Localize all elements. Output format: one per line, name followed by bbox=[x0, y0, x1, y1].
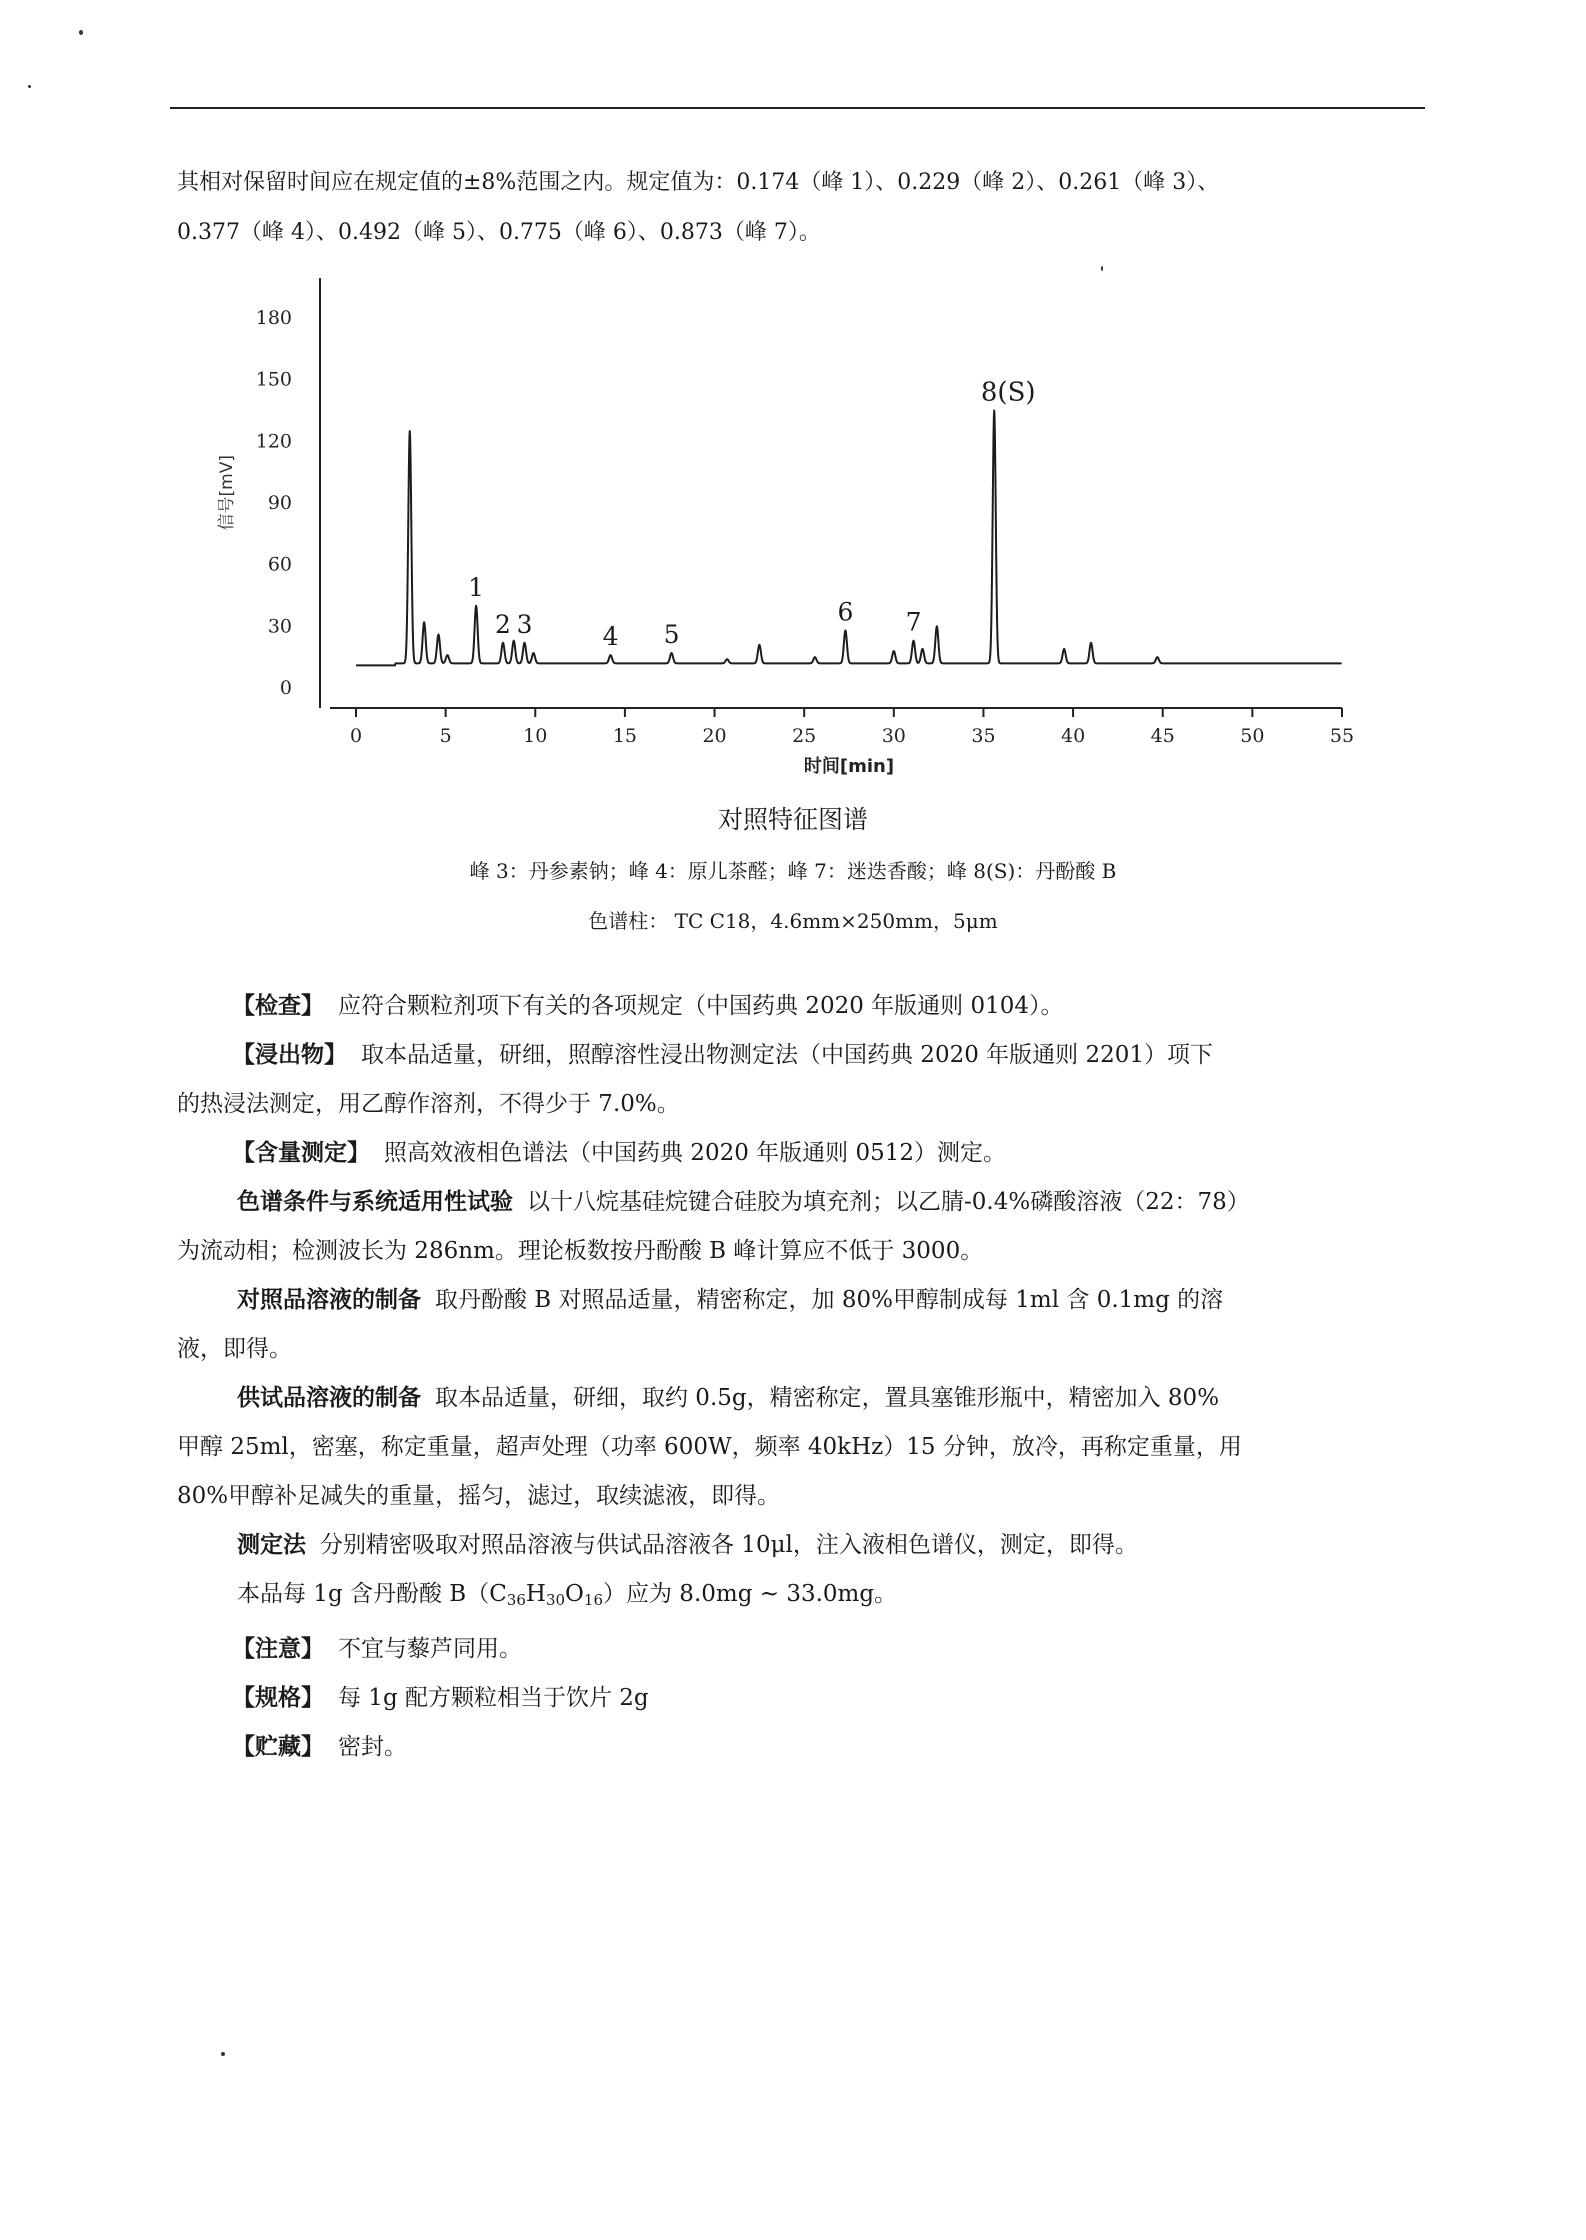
conditions-section bbox=[177, 1178, 1427, 1227]
peak-label: 3 bbox=[516, 609, 533, 639]
peak-label: 4 bbox=[602, 622, 619, 652]
intro-line: 0.377（峰 4）、0.492（峰 5）、0.775（峰 6）、0.873（峰 7）。 bbox=[177, 220, 821, 245]
spec-text: 每 1g 配方颗粒相当于饮片 2g bbox=[338, 1685, 649, 1711]
intro-paragraph bbox=[177, 158, 1427, 258]
note-section bbox=[177, 1625, 1427, 1674]
scan-speck bbox=[79, 30, 83, 35]
content-text: ）应为 8.0mg ~ 33.0mg。 bbox=[603, 1581, 898, 1607]
formula-subscript: 16 bbox=[583, 1591, 603, 1609]
reference-text-cont: 液，即得。 bbox=[177, 1336, 292, 1362]
test-solution-text-cont: 甲醇 25ml，密塞，称定重量，超声处理（功率 600W，频率 40kHz）15 分钟，放冷，再称定重量，用 bbox=[177, 1434, 1242, 1460]
peak-label: 7 bbox=[905, 607, 922, 637]
assay-text: 照高效液相色谱法（中国药典 2020 年版通则 0512）测定。 bbox=[384, 1140, 1006, 1166]
x-tick-label: 50 bbox=[1240, 725, 1265, 747]
x-axis-label: 时间[min] bbox=[803, 756, 895, 777]
extract-heading: 【浸出物】 bbox=[232, 1042, 347, 1068]
intro-line: 其相对保留时间应在规定值的±8%范围之内。规定值为：0.174（峰 1）、0.229（峰 2）、0.261（峰 3）、 bbox=[177, 170, 1220, 195]
extract-text-cont: 的热浸法测定，用乙醇作溶剂，不得少于 7.0%。 bbox=[177, 1091, 680, 1117]
chart-caption-peaks: 峰 3：丹参素钠；峰 4：原儿茶醛；峰 7：迷迭香酸；峰 8(S)：丹酚酸 B bbox=[469, 859, 1117, 883]
y-tick-label: 0 bbox=[279, 677, 292, 699]
x-tick-label: 25 bbox=[792, 725, 817, 747]
check-text: 应符合颗粒剂项下有关的各项规定（中国药典 2020 年版通则 0104）。 bbox=[338, 993, 1064, 1019]
test-solution-text: 取本品适量，研细，取约 0.5g，精密称定，置具塞锥形瓶中，精密加入 80% bbox=[435, 1385, 1220, 1411]
x-tick-label: 35 bbox=[971, 725, 996, 747]
x-tick-label: 55 bbox=[1329, 725, 1355, 747]
extract-text: 取本品适量，研细，照醇溶性浸出物测定法（中国药典 2020 年版通则 2201）项下 bbox=[361, 1042, 1213, 1068]
method-section bbox=[177, 1521, 1427, 1570]
peak-label: 8(S) bbox=[980, 377, 1036, 408]
x-tick-label: 0 bbox=[349, 725, 363, 747]
chart-caption-title: 对照特征图谱 bbox=[717, 805, 868, 834]
check-heading: 【检查】 bbox=[232, 993, 324, 1019]
conditions-text: 以十八烷基硅烷键合硅胶为填充剂；以乙腈-0.4%磷酸溶液（22：78） bbox=[527, 1189, 1250, 1215]
y-tick-label: 120 bbox=[255, 430, 292, 453]
check-section bbox=[177, 982, 1427, 1031]
content-text: 本品每 1g 含丹酚酸 B（C bbox=[237, 1581, 507, 1607]
peak-label: 6 bbox=[837, 597, 854, 627]
content-text: H bbox=[525, 1581, 546, 1607]
storage-section bbox=[177, 1723, 1427, 1772]
x-tick-label: 15 bbox=[612, 725, 638, 747]
conditions-text-cont: 为流动相；检测波长为 286nm。理论板数按丹酚酸 B 峰计算应不低于 3000。 bbox=[177, 1238, 984, 1264]
chromatogram bbox=[170, 268, 1370, 778]
method-heading: 测定法 bbox=[237, 1532, 306, 1558]
note-text: 不宜与藜芦同用。 bbox=[338, 1636, 522, 1662]
peak-label: 2 bbox=[495, 609, 511, 639]
test-solution-heading: 供试品溶液的制备 bbox=[237, 1385, 421, 1411]
y-tick-label: 30 bbox=[267, 615, 292, 638]
content-limit bbox=[177, 1570, 1427, 1625]
x-tick-label: 10 bbox=[523, 725, 548, 747]
reference-heading: 对照品溶液的制备 bbox=[237, 1287, 421, 1313]
x-tick-label: 30 bbox=[881, 725, 906, 747]
monograph-body bbox=[177, 982, 1427, 1772]
storage-text: 密封。 bbox=[338, 1734, 407, 1760]
reference-text: 取丹酚酸 B 对照品适量，精密称定，加 80%甲醇制成每 1ml 含 0.1mg 的溶 bbox=[435, 1287, 1224, 1313]
scan-speck bbox=[221, 2052, 225, 2056]
y-tick-label: 60 bbox=[267, 553, 292, 576]
y-tick-label: 180 bbox=[255, 307, 292, 329]
conditions-heading: 色谱条件与系统适用性试验 bbox=[237, 1189, 513, 1215]
content-text: O bbox=[565, 1581, 584, 1607]
peak-label: 5 bbox=[663, 620, 680, 650]
method-text: 分别精密吸取对照品溶液与供试品溶液各 10μl，注入液相色谱仪，测定，即得。 bbox=[320, 1532, 1138, 1558]
peak-label: 1 bbox=[468, 572, 485, 602]
spec-section bbox=[177, 1674, 1427, 1723]
y-tick-label: 90 bbox=[267, 492, 292, 514]
y-tick-label: 150 bbox=[255, 368, 292, 391]
x-tick-label: 45 bbox=[1150, 725, 1175, 747]
formula-subscript: 36 bbox=[506, 1591, 526, 1609]
x-tick-label: 20 bbox=[702, 725, 727, 747]
x-tick-label: 5 bbox=[439, 725, 452, 747]
spec-heading: 【规格】 bbox=[232, 1685, 324, 1711]
assay-heading: 【含量测定】 bbox=[232, 1140, 370, 1166]
test-solution-section bbox=[177, 1374, 1427, 1423]
header-rule bbox=[170, 107, 1425, 109]
test-solution-text-cont: 80%甲醇补足减失的重量，摇匀，滤过，取续滤液，即得。 bbox=[177, 1483, 781, 1509]
formula-subscript: 30 bbox=[545, 1591, 566, 1609]
x-tick-label: 40 bbox=[1060, 725, 1086, 747]
storage-heading: 【贮藏】 bbox=[232, 1734, 324, 1760]
note-heading: 【注意】 bbox=[232, 1636, 324, 1662]
chart-caption-column: 色谱柱： TC C18，4.6mm×250mm，5μm bbox=[588, 909, 998, 933]
assay-section bbox=[177, 1129, 1427, 1178]
extract-section bbox=[177, 1031, 1427, 1080]
scan-speck bbox=[28, 85, 31, 88]
reference-section bbox=[177, 1276, 1427, 1325]
y-axis-label: 信号[mV] bbox=[217, 454, 237, 531]
